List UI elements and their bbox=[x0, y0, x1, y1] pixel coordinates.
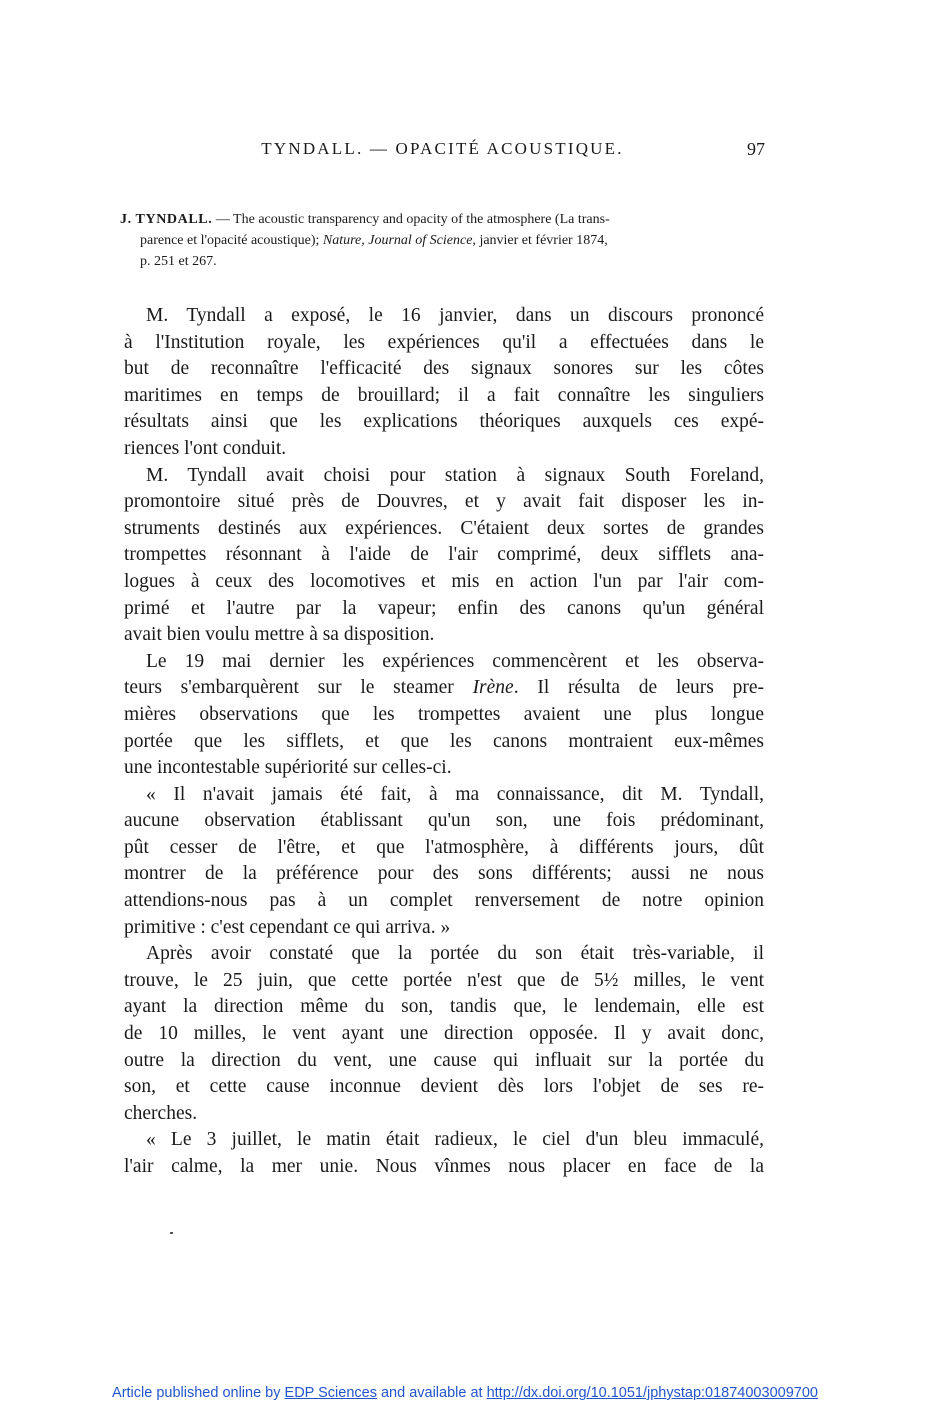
text-line: but de reconnaître l'efficacité des signaux sonores sur les côtes bbox=[124, 358, 764, 380]
text-line: primitive : c'est cependant ce qui arriva. » bbox=[124, 916, 451, 938]
paragraph-1 bbox=[124, 303, 764, 463]
text-line: trouve, le 25 juin, que cette portée n'est que de 5½ milles, le vent bbox=[124, 969, 764, 991]
text-line: primé et l'autre par la vapeur; enfin des canons qu'un général bbox=[124, 597, 764, 619]
reference-french-title: parence et l'opacité acoustique); bbox=[140, 233, 323, 248]
running-title: TYNDALL. — OPACITÉ ACOUSTIQUE. bbox=[261, 139, 624, 158]
text-line: de 10 milles, le vent ayant une direction opposée. Il y avait donc, bbox=[124, 1023, 764, 1045]
paragraph-6-quotation bbox=[124, 1127, 764, 1180]
text-line: l'air calme, la mer unie. Nous vînmes nous placer en face de la bbox=[124, 1156, 764, 1177]
bibliographic-reference bbox=[120, 209, 765, 272]
text-line: à l'Institution royale, les expériences qu'il a effectuées dans le bbox=[124, 331, 764, 353]
reference-title: — The acoustic transparency and opacity of the atmosphere (La trans- bbox=[212, 212, 610, 227]
scan-speck bbox=[170, 1232, 173, 1234]
text-line: mières observations que les trompettes avaient une plus longue bbox=[124, 703, 764, 725]
text-line bbox=[124, 675, 764, 702]
text-line: « Il n'avait jamais été fait, à ma connaissance, dit M. Tyndall, bbox=[146, 783, 764, 805]
text-line: Le 19 mai dernier les expériences commencèrent et les observa- bbox=[146, 650, 764, 672]
doi-link[interactable]: http://dx.doi.org/10.1051/jphystap:01874003009700 bbox=[486, 1385, 818, 1401]
text-line: cherches. bbox=[124, 1102, 198, 1124]
text-line: promontoire situé près de Douvres, et y avait fait disposer les in- bbox=[124, 491, 764, 513]
text-line: attendions-nous pas à un complet renversement de notre opinion bbox=[124, 890, 764, 912]
text-line: portée que les sifflets, et que les canons montraient eux-mêmes bbox=[124, 730, 764, 752]
paragraph-3 bbox=[124, 649, 764, 782]
text-line: outre la direction du vent, une cause qui influait sur la portée du bbox=[124, 1049, 764, 1071]
text-line: M. Tyndall a exposé, le 16 janvier, dans un discours prononcé bbox=[146, 305, 764, 326]
text-line: Après avoir constaté que la portée du son était très-variable, il bbox=[146, 943, 764, 965]
text-line: trompettes résonnant à l'aide de l'air comprimé, deux sifflets ana- bbox=[124, 544, 764, 566]
text-line: « Le 3 juillet, le matin était radieux, le ciel d'un bleu immaculé, bbox=[146, 1129, 764, 1151]
page-number: 97 bbox=[747, 139, 765, 159]
paragraph-2 bbox=[124, 463, 764, 649]
text-line: aucune observation établissant qu'un son, une fois prédominant, bbox=[124, 810, 764, 832]
publication-footer bbox=[0, 1385, 930, 1401]
text-line: maritimes en temps de brouillard; il a fait connaître les singuliers bbox=[124, 384, 764, 406]
running-head bbox=[120, 137, 765, 161]
text-line: une incontestable supériorité sur celles-ci. bbox=[124, 757, 452, 779]
text-line: logues à ceux des locomotives et mis en action l'un par l'air com- bbox=[124, 570, 764, 592]
text-line: pût cesser de l'être, et que l'atmosphère, à différents jours, dût bbox=[124, 836, 764, 858]
reference-author: J. TYNDALL. bbox=[120, 212, 213, 227]
text-line: montrer de la préférence pour des sons différents; aussi ne nous bbox=[124, 863, 764, 885]
paragraph-5 bbox=[124, 941, 764, 1127]
footer-prefix: Article published online by bbox=[112, 1385, 285, 1401]
reference-pages: p. 251 et 267. bbox=[140, 254, 217, 269]
paragraph-4-quotation bbox=[124, 782, 764, 942]
ship-name: Irène bbox=[472, 677, 514, 699]
text-segment: . Il résulta de leurs pre- bbox=[513, 677, 764, 699]
text-line: riences l'ont conduit. bbox=[124, 437, 287, 459]
reference-line-2 bbox=[120, 230, 765, 251]
footer-middle: and available at bbox=[376, 1385, 487, 1401]
reference-date: janvier et février 1874, bbox=[475, 233, 608, 248]
text-line: son, et cette cause inconnue devient dès lors l'objet de ses re- bbox=[124, 1076, 764, 1098]
text-segment: teurs s'embarquèrent sur le steamer bbox=[124, 677, 473, 699]
reference-line-1 bbox=[120, 209, 765, 230]
reference-journal: Nature, Journal of Science, bbox=[322, 233, 476, 248]
article-body bbox=[124, 303, 764, 1181]
publisher-link[interactable]: EDP Sciences bbox=[284, 1385, 377, 1401]
text-line: M. Tyndall avait choisi pour station à signaux South Foreland, bbox=[146, 464, 764, 486]
text-line: résultats ainsi que les explications théoriques auxquels ces expé- bbox=[124, 411, 764, 433]
text-line: struments destinés aux expériences. C'étaient deux sortes de grandes bbox=[124, 517, 764, 539]
text-line: avait bien voulu mettre à sa disposition. bbox=[124, 624, 435, 646]
text-line: ayant la direction même du son, tandis que, le lendemain, elle est bbox=[124, 996, 764, 1018]
